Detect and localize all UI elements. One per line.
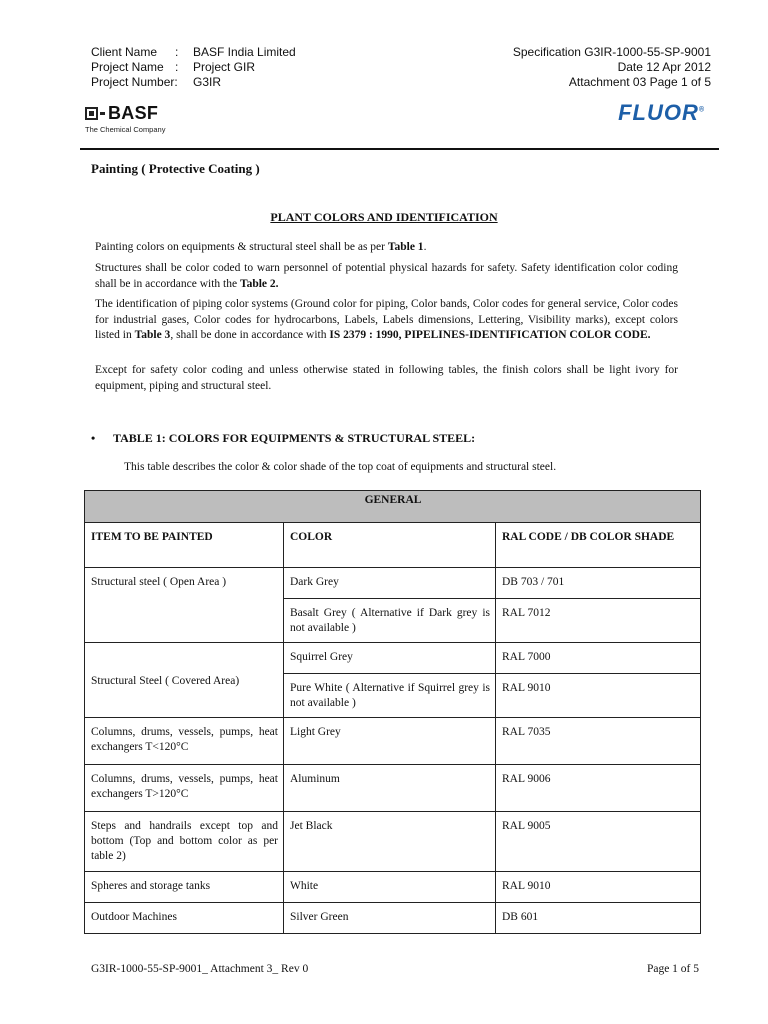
section-title: Painting ( Protective Coating ) — [91, 161, 260, 176]
cell-color: Squirrel Grey — [284, 643, 496, 674]
cell-item: Outdoor Machines — [85, 903, 284, 934]
basf-dash-icon — [100, 112, 105, 115]
cell-color: Aluminum — [284, 765, 496, 812]
cell-code: DB 601 — [496, 903, 701, 934]
table-row — [85, 643, 701, 674]
paragraph-3: The identification of piping color systems (Ground color for piping, Color bands, Color codes for general service, Color codes for industrial gases, Color codes for hydrocarbons, Labels, Labels dimensions, Lettering, Visibility marks), except colors listed in Table 3, shall be done in accordance with IS 2379 : 1990, PIPELINES-IDENTIFICATION COLOR CODE. — [95, 298, 678, 341]
column-header-code: RAL CODE / DB COLOR SHADE — [496, 523, 701, 568]
cell-color: Light Grey — [284, 718, 496, 765]
cell-code: RAL 7000 — [496, 643, 701, 674]
table-group-row — [85, 491, 701, 523]
basf-logo — [85, 104, 165, 134]
cell-code: RAL 7035 — [496, 718, 701, 765]
footer-document-id: G3IR-1000-55-SP-9001_ Attachment 3_ Rev 0 — [91, 963, 309, 975]
colors-table — [84, 490, 701, 934]
cell-code: RAL 9005 — [496, 812, 701, 872]
header-client-info — [91, 45, 296, 90]
table-row — [85, 903, 701, 934]
project-number-value: G3IR — [193, 75, 222, 89]
fluor-wordmark: FLUOR — [618, 100, 699, 125]
cell-color: Dark Grey — [284, 568, 496, 599]
client-name-value: BASF India Limited — [193, 45, 296, 59]
table1-description: This table describes the color & color shade of the top coat of equipments and structural steel. — [124, 461, 557, 473]
client-name-key: Client Name — [91, 45, 158, 59]
table-header-row — [85, 523, 701, 568]
header-spec-info — [513, 45, 711, 90]
client-name-row — [91, 45, 296, 60]
footer-page-number: Page 1 of 5 — [646, 963, 699, 975]
paragraph-4: Except for safety color coding and unless otherwise stated in following tables, the finish colors shall be light ivory for equipment, piping and structural steel. — [95, 364, 678, 392]
fluor-logo — [618, 100, 704, 126]
fluor-registered-mark: ® — [698, 106, 704, 114]
spec-number: Specification G3IR-1000-55-SP-9001 — [512, 45, 711, 59]
project-name-value: Project GIR — [193, 60, 256, 74]
basf-mark — [85, 104, 165, 122]
table-group-header: GENERAL — [85, 491, 701, 523]
cell-color: Basalt Grey ( Alternative if Dark grey is not available ) — [284, 599, 496, 643]
client-name-sep: : — [175, 45, 179, 59]
cell-color: Silver Green — [284, 903, 496, 934]
cell-item: Columns, drums, vessels, pumps, heat exchangers T<120°C — [85, 718, 284, 765]
project-name-key: Project Name — [91, 60, 164, 74]
cell-color: Pure White ( Alternative if Squirrel grey is not available ) — [284, 674, 496, 718]
project-number-row — [91, 75, 296, 90]
basf-square-icon — [85, 107, 98, 120]
column-header-color: COLOR — [284, 523, 496, 568]
paragraph-2: Structures shall be color coded to warn personnel of potential physical hazards for safety. Safety identification color coding shall be in accordance with the Table 2. — [95, 262, 678, 290]
project-name-row — [91, 60, 296, 75]
basf-tagline: The Chemical Company — [85, 125, 166, 134]
bullet-icon: • — [91, 431, 96, 445]
table-row — [85, 872, 701, 903]
project-name-sep: : — [175, 60, 179, 74]
table1-heading — [91, 431, 475, 446]
basf-wordmark: BASF — [108, 103, 159, 123]
cell-item: Structural Steel ( Covered Area) — [85, 643, 284, 718]
cell-item: Steps and handrails except top and bottom (Top and bottom color as per table 2) — [85, 812, 284, 872]
table1-heading-text: TABLE 1: COLORS FOR EQUIPMENTS & STRUCTURAL STEEL: — [113, 431, 476, 445]
cell-code: RAL 7012 — [496, 599, 701, 643]
table-row — [85, 718, 701, 765]
cell-item: Structural steel ( Open Area ) — [85, 568, 284, 643]
document-title: PLANT COLORS AND IDENTIFICATION — [270, 210, 498, 224]
header-divider — [80, 148, 719, 150]
table-row — [85, 568, 701, 599]
project-number-key: Project Number: — [91, 75, 178, 89]
cell-color: White — [284, 872, 496, 903]
cell-item: Columns, drums, vessels, pumps, heat exchangers T>120°C — [85, 765, 284, 812]
cell-code: RAL 9010 — [496, 872, 701, 903]
cell-code: RAL 9010 — [496, 674, 701, 718]
cell-code: DB 703 / 701 — [496, 568, 701, 599]
cell-color: Jet Black — [284, 812, 496, 872]
paragraph-1: Painting colors on equipments & structural steel shall be as per Table 1. — [95, 241, 427, 253]
table-row — [85, 765, 701, 812]
cell-item: Spheres and storage tanks — [85, 872, 284, 903]
spec-attachment-page: Attachment 03 Page 1 of 5 — [568, 75, 711, 89]
cell-code: RAL 9006 — [496, 765, 701, 812]
spec-date: Date 12 Apr 2012 — [617, 60, 711, 74]
column-header-item: ITEM TO BE PAINTED — [85, 523, 284, 568]
table-row — [85, 812, 701, 872]
